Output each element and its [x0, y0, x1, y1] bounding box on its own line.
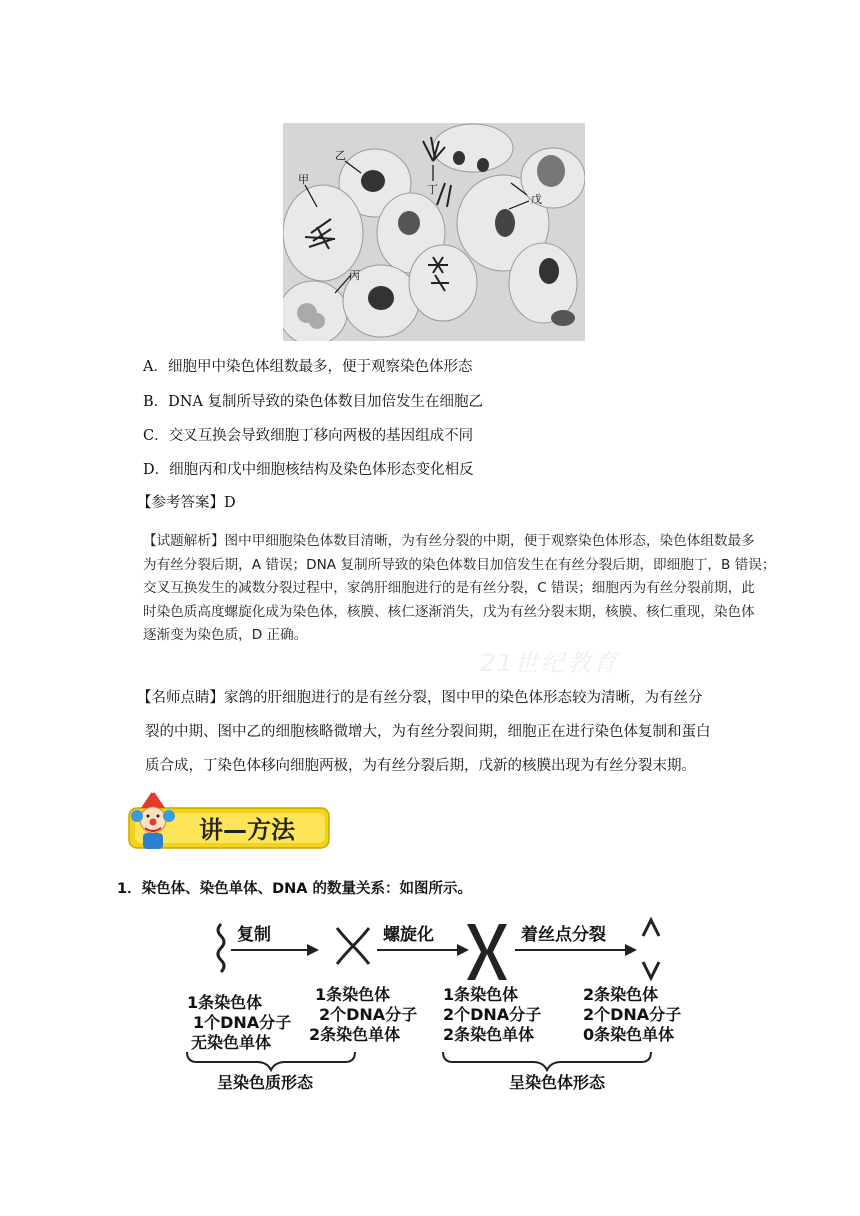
- stage1-line3: 无染色单体: [191, 1033, 272, 1052]
- chromosome-x-icon: [467, 924, 507, 980]
- stage2-line3: 2条染色单体: [309, 1025, 401, 1044]
- stage3-line3: 2条染色单体: [443, 1025, 535, 1044]
- banner-text: 讲—方法: [199, 816, 295, 844]
- tip-line: 【名师点睛】家鸽的肝细胞进行的是有丝分裂，图中甲的染色体形态较为清晰，为有丝分: [137, 690, 703, 706]
- tip-line: 质合成，丁染色体移向细胞两极，为有丝分裂后期，戊新的核膜出现为有丝分裂末期。: [145, 758, 696, 774]
- stage4-line1: 2条染色体: [583, 985, 659, 1004]
- stage4-line3: 0条染色单体: [583, 1025, 675, 1044]
- analysis-line: 为有丝分裂后期，A 错误；DNA 复制所导致的染色体数目加倍发生在有丝分裂后期，即细胞丁，B 错误；: [143, 556, 776, 573]
- stage2-line1: 1条染色体: [315, 985, 391, 1004]
- analysis-line: 交叉互换发生的减数分裂过程中，家鸽肝细胞进行的是有丝分裂，C 错误；细胞丙为有丝分裂前期，此: [143, 580, 755, 596]
- stage4-line2: 2个DNA分子: [583, 1005, 682, 1024]
- stage1-line1: 1条染色体: [187, 993, 263, 1012]
- label-yi: 乙: [335, 149, 346, 162]
- label-wu: 戊: [531, 193, 542, 206]
- stage3-line2: 2个DNA分子: [443, 1005, 542, 1024]
- chromatin-icon: [218, 924, 224, 972]
- chromosome-dna-diagram: [165, 910, 710, 1095]
- stage1-line2: 1个DNA分子: [193, 1013, 292, 1032]
- arrow-label-condensation: 螺旋化: [383, 925, 434, 945]
- option-c: C．交叉互换会导致细胞丁移向两极的基因组成不同: [143, 428, 474, 444]
- section-heading: 1．染色体、染色单体、DNA 的数量关系：如图所示。: [117, 881, 473, 897]
- teacher-tip: [137, 681, 777, 783]
- duplicated-chromatin-icon: [337, 928, 369, 964]
- label-jia: 甲: [298, 173, 309, 186]
- stage2-line2: 2个DNA分子: [319, 1005, 418, 1024]
- option-a: A．细胞甲中染色体组数最多，便于观察染色体形态: [143, 359, 473, 375]
- option-b: B．DNA 复制所导致的染色体数目加倍发生在细胞乙: [143, 394, 484, 410]
- arrow-label-centromere-split: 着丝点分裂: [521, 925, 606, 945]
- tip-line: 裂的中期、图中乙的细胞核略微增大，为有丝分裂间期，细胞正在进行染色体复制和蛋白: [145, 724, 711, 740]
- group-chromatin: 呈染色质形态: [217, 1073, 314, 1092]
- group-chromosome: 呈染色体形态: [509, 1073, 606, 1092]
- analysis-line: 时染色质高度螺旋化成为染色体，核膜、核仁逐渐消失，戊为有丝分裂末期，核膜、核仁重现，染色体: [143, 603, 755, 620]
- cell-micrograph: [283, 123, 585, 341]
- analysis-line: 逐渐变为染色质，D 正确。: [143, 627, 308, 643]
- label-ding: 丁: [427, 183, 438, 196]
- reference-answer: 【参考答案】D: [137, 495, 236, 511]
- analysis-block: [143, 530, 783, 648]
- analysis-line: 【试题解析】图中甲细胞染色体数目清晰，为有丝分裂的中期，便于观察染色体形态，染色体组数最多: [143, 533, 755, 549]
- watermark: 21世纪教育: [480, 649, 619, 677]
- arrow-label-replication: 复制: [237, 925, 271, 945]
- label-bing: 丙: [349, 269, 360, 282]
- option-d: D．细胞丙和戊中细胞核结构及染色体形态变化相反: [143, 462, 474, 478]
- stage3-line1: 1条染色体: [443, 985, 519, 1004]
- separated-chromosomes-icon: [643, 920, 659, 978]
- section-banner: [123, 786, 333, 854]
